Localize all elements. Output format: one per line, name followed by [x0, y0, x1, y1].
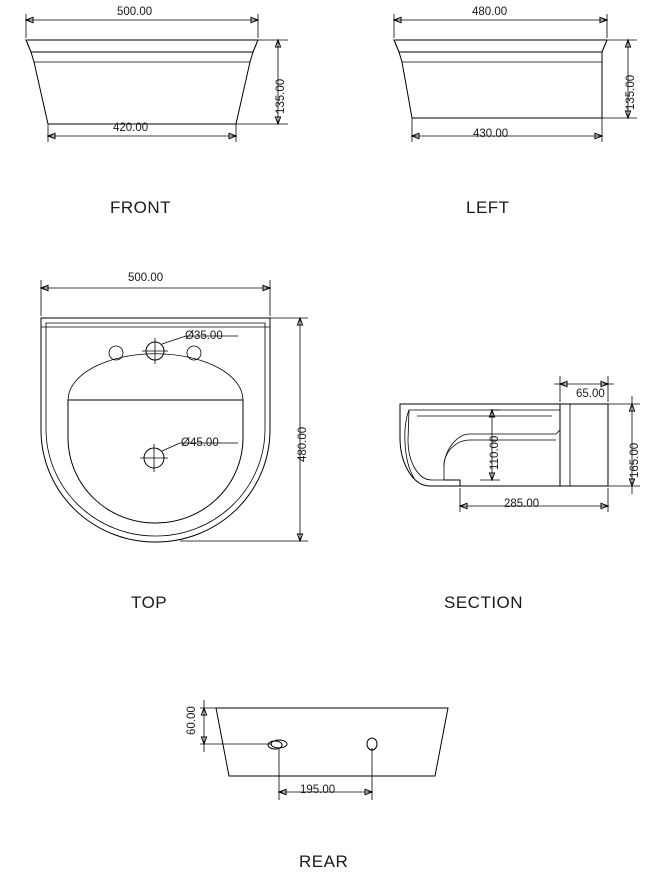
front-view-label: FRONT — [110, 198, 172, 217]
front-view-geometry — [26, 40, 258, 124]
section-bowl-depth-value: 110.00 — [489, 435, 501, 470]
top-depth-dimension — [180, 318, 308, 541]
section-bowl-length-value: 285.00 — [504, 498, 540, 510]
tap-hole-diameter-value: Ø35.00 — [185, 330, 223, 342]
top-width-dimension — [41, 280, 270, 316]
front-height-value: 135.00 — [275, 78, 287, 114]
section-height-value: 165.00 — [629, 442, 641, 478]
section-view-label: SECTION — [444, 593, 524, 612]
section-view-geometry — [400, 404, 608, 486]
front-bottom-width-value: 420.00 — [113, 122, 149, 134]
section-ledge-width-value: 65.00 — [576, 388, 605, 400]
left-view-label: LEFT — [466, 198, 510, 217]
rear-slot-spacing-value: 195.00 — [300, 784, 336, 796]
left-height-value: 135.00 — [625, 74, 637, 110]
top-view-label: TOP — [131, 593, 168, 612]
left-view-geometry — [394, 40, 607, 118]
front-width-value: 500.00 — [117, 6, 153, 18]
left-depth-value: 480.00 — [472, 6, 508, 18]
rear-slot-height-value: 60.00 — [186, 706, 198, 735]
top-depth-value: 480.00 — [297, 426, 309, 462]
rear-view-geometry — [216, 708, 448, 776]
waste-hole-diameter-value: Ø45.00 — [181, 437, 219, 449]
left-bottom-depth-value: 430.00 — [473, 128, 509, 140]
top-width-value: 500.00 — [128, 272, 164, 284]
top-view-geometry — [41, 318, 270, 542]
rear-view-label: REAR — [299, 852, 349, 871]
